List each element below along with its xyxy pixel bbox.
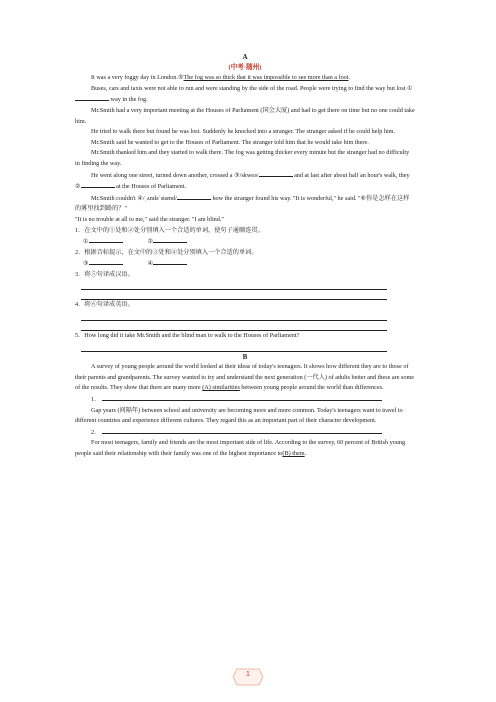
answer-blank-3[interactable] (89, 258, 123, 265)
section-a-source: (中考·随州) (228, 63, 262, 71)
answer-label-3: ③ (83, 260, 89, 268)
section-b-paragraph-3 (75, 438, 415, 459)
question-1: 1．在文中的①处和②处分别填入一个合适的单词，使句子通顺连贯。 (75, 226, 264, 234)
answer-blank-4[interactable] (153, 258, 187, 265)
blank-2[interactable] (81, 181, 115, 188)
answer-line-4a[interactable] (81, 311, 387, 321)
text: . (304, 450, 307, 457)
marker-3: ③/skweə/ (234, 171, 259, 179)
section-b-answer-line-2[interactable] (102, 427, 382, 434)
blank-1[interactable] (75, 94, 109, 101)
marker-2: ② (75, 183, 81, 191)
question-3: 3．将⑤句译成汉语。 (75, 270, 134, 278)
blank-4[interactable] (177, 193, 211, 200)
text: " (124, 205, 128, 213)
question-2: 2．根据音标提示，在文中的③处和④处分别填入一个合适的单词。 (75, 248, 258, 256)
section-b-title: B (242, 352, 248, 361)
paragraph-1 (75, 73, 415, 84)
paragraph-3: Mr.Smith had a very important meeting at the Houses of Parliament (国会大厦) and had to get there on time but no one could take him. (75, 106, 415, 125)
question-5: 5．How long did it take Mr.Smith and the blind man to walk to the Houses of Parliament? (75, 332, 300, 340)
answer-label-4: ④ (147, 260, 154, 268)
answer-line-3b[interactable] (81, 290, 387, 300)
text: and at last after about half an hour's walk, they (294, 171, 410, 179)
blank-number-2: 2． (91, 428, 101, 436)
section-a-title: A (242, 53, 248, 61)
text: He went along one street, turned down another, crossed a (91, 171, 233, 179)
paragraph-9: "It is no trouble at all to me," said the stranger. "I am blind." (75, 215, 224, 223)
answer-line-5[interactable] (81, 342, 387, 352)
text: A survey of young people around the world looked at their ideas of today's teenagers. It shows how different they are to those of their parents and grandparents. The survey wanted to try and understand the next generation (一代人) of adults better and these are some of the results. They show that there are many more (75, 363, 415, 392)
chinese-sentence-6: 你是怎样在这样的雾里找到路的？ (75, 194, 410, 213)
answer-label-1: ① (83, 238, 89, 246)
underlined-word-b: (B) them (282, 450, 305, 457)
text: . (348, 74, 351, 82)
marker-5: ⑤ (177, 74, 184, 82)
text: how the stranger found his way. "It is wonderful," he said. " (212, 194, 361, 202)
paragraph-4: He tried to walk there but found he was lost. Suddenly he knocked into a stranger. The stranger asked if he could help him. (91, 128, 396, 136)
underlined-sentence-5: The fog was so thick that it was impossible to see more than a foot (183, 74, 349, 82)
marker-1: ① (407, 84, 413, 92)
paragraph-5: Mr.Smith said he wanted to get to the Houses of Parliament. The stranger told him that he would take him there. (91, 138, 369, 146)
document-page (75, 52, 415, 460)
text: between young people around the world than differences. (241, 384, 384, 392)
page-number: 1 (246, 671, 250, 678)
marker-4: ④/ˌʌndəˈstænd/ (137, 194, 177, 202)
text: It was a very foggy day in London. (91, 74, 178, 82)
text: Mr.Smith couldn't (91, 194, 136, 202)
blank-number-1: 1． (91, 396, 101, 404)
answer-line-3a[interactable] (81, 280, 387, 290)
question-4: 4．将⑥句译成英语。 (75, 301, 134, 309)
question-2-answers (75, 258, 415, 270)
section-b-paragraph-1 (75, 362, 415, 394)
paragraph-7 (75, 170, 415, 193)
section-b-blank-1 (75, 394, 415, 406)
text: For most teenagers, family and friends are the most important side of life. According to the survey, 60 percent of British young people said their relationship with their family was one of the highest importance to (75, 439, 406, 457)
text: at the Houses of Parliament. (116, 183, 187, 191)
blank-3[interactable] (259, 170, 293, 177)
text: way in the fog. (110, 96, 148, 104)
answer-blank-2[interactable] (153, 236, 187, 243)
section-b-blank-2 (75, 427, 415, 439)
page-number-badge (232, 667, 264, 687)
paragraph-8 (75, 193, 415, 215)
marker-6: ⑥ (360, 194, 367, 202)
paragraph-2 (75, 84, 415, 106)
section-b-answer-line-1[interactable] (102, 394, 382, 401)
underlined-word-a: (A) similarities (202, 384, 240, 392)
answer-blank-1[interactable] (89, 236, 123, 243)
question-1-answers (75, 236, 415, 248)
paragraph-6: Mr.Smith thanked him and they started to walk there. The fog was getting thicker every minute but the stranger had no difficulty in finding the way. (75, 149, 410, 167)
section-b-paragraph-2: Gap years (间隔年) between school and university are becoming more and more common. Today's teenagers want to travel to different countries and experience different cultures. They regard this as an important part of their character development. (75, 406, 403, 425)
text: Buses, cars and taxis were not able to run and were standing by the side of the road. People were trying to find the way but lost (91, 84, 406, 92)
answer-line-4b[interactable] (81, 321, 387, 331)
answer-label-2: ② (147, 238, 154, 246)
